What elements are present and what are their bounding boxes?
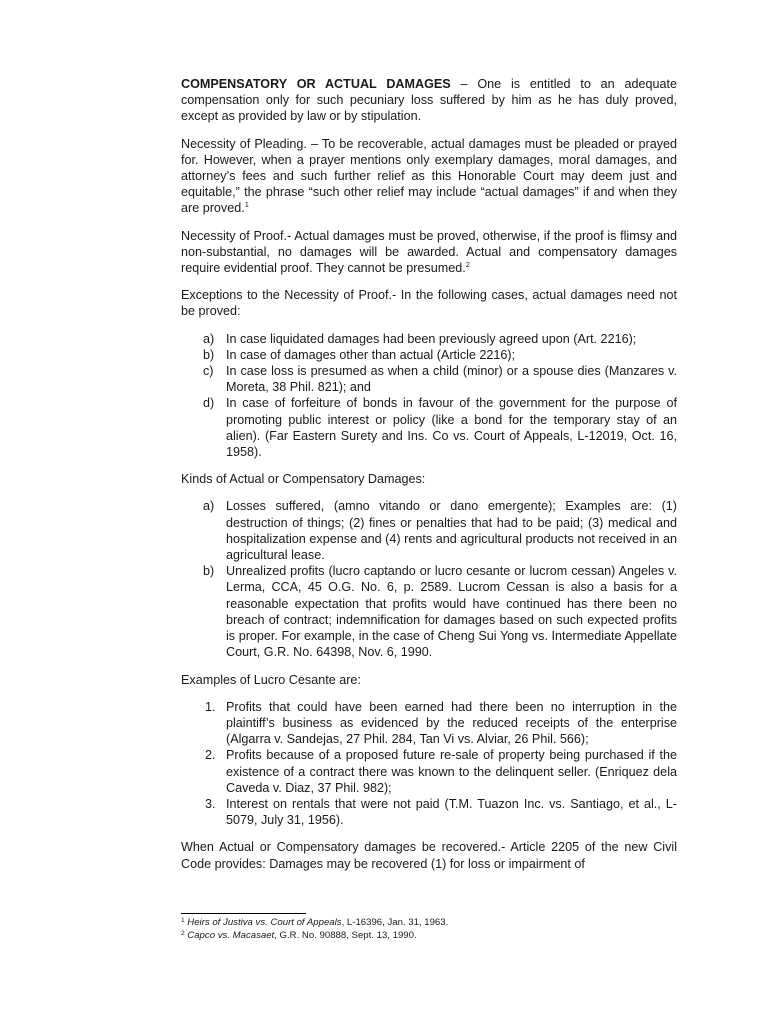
- list-marker: a): [203, 499, 215, 514]
- list-item: [181, 796, 677, 828]
- footnote-number: 2: [181, 929, 185, 937]
- paragraph-text: Necessity of Pleading. – To be recoverable, actual damages must be pleaded or prayed for. However, when a prayer mentions only exemplary damages, moral damages, and attorney’s fees and such further relief as this Honorable Court may deem just and equitable,” the phrase “such other relief may include “actual damages” if and when they are proved.: [181, 136, 677, 216]
- list-item-text: In case of damages other than actual (Article 2216);: [226, 347, 516, 362]
- list-item-text: Unrealized profits (lucro captando or lucro cesante or lucrom cessan) Angeles v. Lerma, CCA, 45 O.G. No. 6, p. 2589. Lucrom Cessan is also a basis for a reasonable expectation that profits would have continued has there been no breach of contract; indemnification for damages based on such expected profits is proper. For example, in the case of Cheng Sui Yong vs. Intermediate Appellate Court, G.R. No. 64398, Nov. 6, 1990.: [226, 564, 677, 660]
- footnote-ref-2[interactable]: 2: [465, 260, 470, 270]
- list-item-text: Interest on rentals that were not paid (T.M. Tuazon Inc. vs. Santiago, et al., L-5079, July 31, 1956).: [226, 796, 677, 828]
- list-item-text: Profits that could have been earned had there been no interruption in the plaintiff’s business as evidenced by the reduced receipts of the enterprise (Algarra v. Sandejas, 27 Phil. 284, Tan Vi vs. Alviar, 26 Phil. 566);: [226, 699, 677, 747]
- list-item-text: In case loss is presumed as when a child (minor) or a spouse dies (Manzares v. Moreta, 38 Phil. 821); and: [226, 364, 677, 395]
- list-marker: 3.: [205, 796, 216, 811]
- paragraph-necessity-of-proof: [181, 228, 677, 277]
- paragraph-exceptions: Exceptions to the Necessity of Proof.- In the following cases, actual damages need not be proved:: [181, 288, 677, 319]
- list-item: [181, 699, 677, 748]
- list-item-text: Losses suffered, (amno vitando or dano emergente); Examples are: (1) destruction of things; (2) fines or penalties that had to be paid; (3) medical and hospitalization expense and (4) rents and agricultural products not received in an agricultural lease.: [226, 499, 677, 563]
- list-item-text: In case liquidated damages had been previously agreed upon (Art. 2216);: [226, 331, 637, 346]
- paragraph-compensatory-damages: [181, 76, 677, 125]
- footnote-1: [181, 917, 677, 930]
- list-item: [181, 747, 677, 796]
- list-item: [181, 363, 677, 395]
- list-marker: d): [203, 396, 215, 411]
- footnote-ref-1[interactable]: 1: [244, 200, 249, 210]
- footnote-separator: [181, 913, 306, 914]
- kinds-list: [181, 498, 677, 660]
- list-marker: 2.: [205, 748, 216, 763]
- footnotes: [181, 913, 677, 942]
- footnote-number: 1: [181, 917, 185, 924]
- list-marker: b): [203, 347, 215, 362]
- list-item-text: In case of forfeiture of bonds in favour of the government for the purpose of promoting public interest or policy (like a bond for the temporary stay of an alien). (Far Eastern Surety and Ins. Co vs. Court of Appeals, L-12019, Oct. 16, 1958).: [226, 396, 677, 460]
- list-marker: b): [203, 564, 215, 579]
- footnote-2: [181, 930, 677, 943]
- list-marker: a): [203, 331, 215, 346]
- list-item: [181, 395, 677, 460]
- document-body: [181, 76, 677, 883]
- footnote-citation: , L-16396, Jan. 31, 1963.: [341, 917, 449, 928]
- paragraph-text: Necessity of Proof.- Actual damages must be proved, otherwise, if the proof is flimsy and non-substantial, no damages will be awarded. Actual and compensatory damages require evidential proof. They cannot be presumed.: [181, 228, 677, 276]
- paragraph-text: – One is entitled to an adequate compensation only for such pecuniary loss suffered by him as he has duly proved, except as provided by law or by stipulation.: [181, 77, 677, 124]
- exceptions-list: [181, 331, 677, 461]
- lucro-cesante-list: [181, 699, 677, 829]
- paragraph-necessity-of-pleading: [181, 136, 677, 217]
- footnote-citation: , G.R. No. 90888, Sept. 13, 1990.: [274, 929, 417, 941]
- paragraph-when-recovered: When Actual or Compensatory damages be recovered.- Article 2205 of the new Civil Code provides: Damages may be recovered (1) for loss or impairment of: [181, 840, 677, 871]
- paragraph-lucro-cesante-examples: Examples of Lucro Cesante are:: [181, 672, 361, 687]
- paragraph-kinds-of-damages: Kinds of Actual or Compensatory Damages:: [181, 472, 426, 487]
- list-item: [181, 347, 677, 363]
- heading-lead: COMPENSATORY OR ACTUAL DAMAGES: [181, 77, 451, 91]
- list-marker: c): [203, 364, 214, 379]
- list-item-text: Profits because of a proposed future re-sale of property being purchased if the existence of a contract there was known to the delinquent seller. (Enriquez dela Caveda v. Diaz, 37 Phil. 982);: [226, 748, 677, 795]
- footnote-case-name: Heirs of Justiva vs. Court of Appeals: [187, 917, 342, 928]
- list-item: [181, 331, 677, 347]
- list-marker: 1.: [205, 699, 216, 714]
- list-item: [181, 498, 677, 563]
- list-item: [181, 563, 677, 660]
- footnote-case-name: Capco vs. Macasaet: [187, 929, 275, 941]
